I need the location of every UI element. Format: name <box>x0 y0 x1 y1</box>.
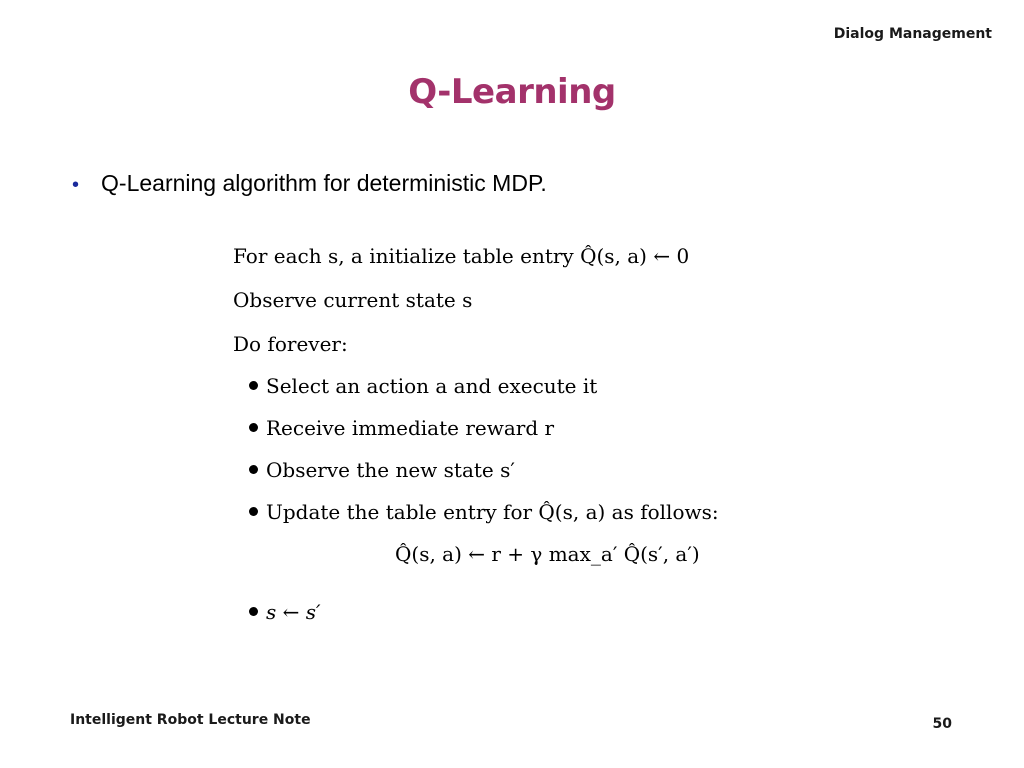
algorithm-step <box>249 416 554 440</box>
algorithm-step-text: Observe the new state s′ <box>266 458 515 482</box>
update-formula: Q̂(s, a) ← r + γ max_a′ Q̂(s′, a′) <box>395 542 700 566</box>
step-bullet-icon <box>249 381 258 390</box>
algorithm-step-text: Select an action a and execute it <box>266 374 598 398</box>
algorithm-step <box>249 600 321 624</box>
algorithm-init-line: For each s, a initialize table entry Q̂(s, a) ← 0 <box>233 244 690 268</box>
algorithm-loop-line: Do forever: <box>233 332 348 356</box>
header-label: Dialog Management <box>833 26 992 42</box>
slide-title: Q-Learning <box>408 72 616 112</box>
algorithm-step <box>249 500 719 524</box>
bullet-text: Q-Learning algorithm for deterministic MDP. <box>101 170 547 196</box>
step-bullet-icon <box>249 423 258 432</box>
algorithm-observe-line: Observe current state s <box>233 288 473 312</box>
algorithm-step <box>249 374 597 398</box>
footer-course-label: Intelligent Robot Lecture Note <box>70 712 311 728</box>
step-bullet-icon <box>249 465 258 474</box>
algorithm-final-step-text: s ← s′ <box>266 600 321 624</box>
bullet-item <box>72 170 547 197</box>
algorithm-step-text: Receive immediate reward r <box>266 416 555 440</box>
bullet-dot-icon: • <box>72 174 80 196</box>
page-number: 50 <box>932 716 952 732</box>
algorithm-step <box>249 458 515 482</box>
step-bullet-icon <box>249 607 258 616</box>
algorithm-step-text: Update the table entry for Q̂(s, a) as follows: <box>266 500 719 524</box>
step-bullet-icon <box>249 507 258 516</box>
